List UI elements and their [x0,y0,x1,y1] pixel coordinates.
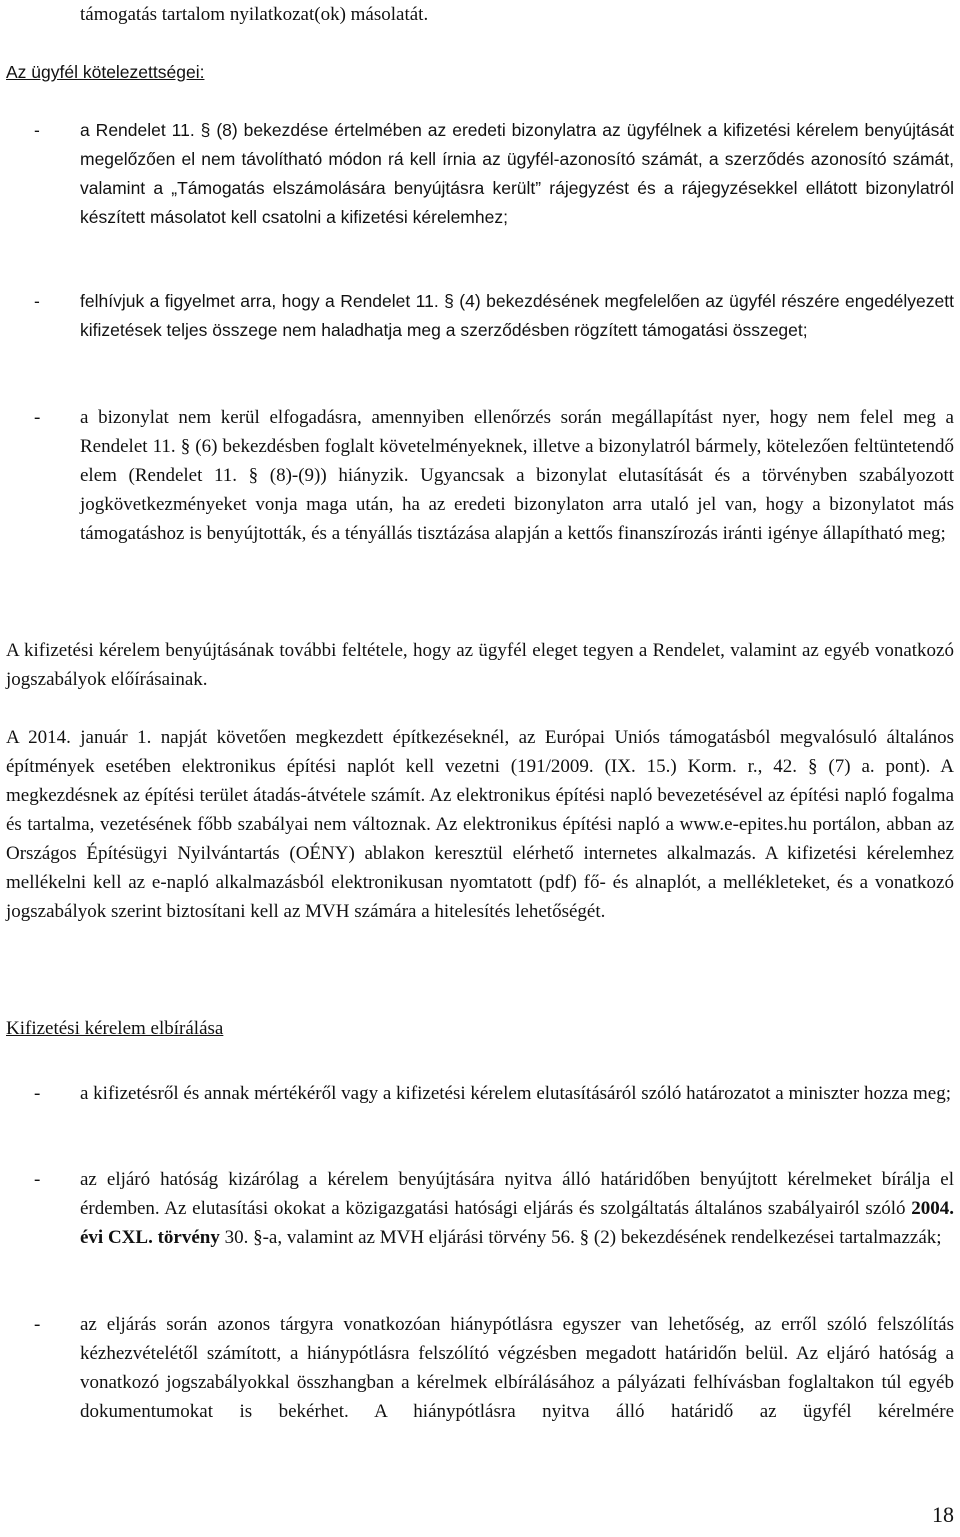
continuation-line: támogatás tartalom nyilatkozat(ok) másolatát. [80,4,429,25]
paragraph-further-conditions: A kifizetési kérelem benyújtásának további feltétele, hogy az ügyfél eleget tegyen a Rendelet, valamint az egyéb vonatkozó jogszabályok előírásainak. [6,640,954,690]
list-item-text: a kifizetésről és annak mértékéről vagy a kifizetési kérelem elutasításáról szóló határozatot a miniszter hozza meg; [80,1083,951,1104]
item2-text-after: 30. §-a, valamint az MVH eljárási törvény 56. § (2) bekezdésének rendelkezései tartalmazzák; [219,1227,942,1248]
list-item-text: a bizonylat nem kerül elfogadásra, amennyiben ellenőrzés során megállapítást nyer, hogy nem felel meg a Rendelet 11. § (6) bekezdésben foglalt követelményeknek, illetve a bizonylatról bármely, kötelezően feltüntetendő elem (Rendelet 11. § (8)-(9)) hiányzik. Ugyancsak a bizonylat elutasítását és a törvényben szabályozott jogkövetkezményeket vonja maga után, ha az eredeti bizonylaton arra utaló jel van, hogy a bizonylatot más támogatáshoz is benyújtották, és a tényállás tisztázása alapján a kettős finanszírozás iránti igénye állapítható meg; [80,407,954,544]
list-dash: - [34,407,41,428]
list-dash: - [34,291,40,311]
obligations-list-2 [6,287,954,345]
obligations-list-3 [6,403,954,548]
list-item-text [80,1165,954,1252]
list-item [6,287,954,345]
list-item [6,1165,954,1252]
page-number: 18 [932,1502,954,1527]
paragraph-e-naplo: A 2014. január 1. napját követően megkezdett építkezéseknél, az Európai Uniós támogatásból megvalósuló általános építmények esetében elektronikus építési naplót kell vezetni (191/2009. (IX. 15.) Korm. r., 42. § (7) a. pont). A megkezdésnek az építési terület átadás-átvétele számít. Az elektronikus építési napló bevezetésével az építési napló fogalma és tartalma, vezetésének főbb szabályai nem változnak. Az elektronikus építési napló a www.e-epites.hu portálon, abban az Országos Építésügyi Nyilvántartás (OÉNY) ablakon keresztül elérhető internetes alkalmazás. A kifizetési kérelemhez mellékelni kell az e-napló alkalmazásból elektronikusan nyomtatott (pdf) fő- és alnaplót, a mellékleteket, és a vonatkozó jogszabályok szerint biztosítani kell az MVH számára a hitelesítés lehetőségét. [6,727,954,922]
assessment-heading: Kifizetési kérelem elbírálása [6,1018,224,1039]
list-item-text: az eljárás során azonos tárgyra vonatkozóan hiánypótlásra egyszer van lehetőség, az erről szóló felszólítás kézhezvételétől számított, a hiánypótlásra felszólító végzésben megadott határidőn belül. Az eljáró hatóság a vonatkozó jogszabályokkal összhangban a kérelmek elbírálásához a pályázati felhívásban foglaltakon túl egyéb dokumentumokat is bekérhet. A hiánypótlásra nyitva álló határidő az ügyfél kérelmére [80,1314,954,1422]
list-item-text: felhívjuk a figyelmet arra, hogy a Rendelet 11. § (4) bekezdésének megfelelően az ügyfél részére engedélyezett kifizetések teljes összege nem haladhatja meg a szerződésben rögzített támogatási összeget; [80,291,954,340]
list-dash: - [34,1314,41,1335]
list-dash: - [34,120,40,140]
assessment-list-2 [6,1165,954,1252]
assessment-list [6,1079,954,1108]
list-item [6,116,954,232]
list-item [6,403,954,548]
list-item [6,1079,954,1108]
list-dash: - [34,1083,41,1104]
obligations-list [6,116,954,232]
item2-text-before: az eljáró hatóság kizárólag a kérelem benyújtására nyitva álló határidőben benyújtott kérelmeket bírálja el érdemben. Az elutasítási okokat a közigazgatási hatósági eljárás és szolgáltatás általános szabályairól szóló [80,1169,954,1219]
obligations-heading: Az ügyfél kötelezettségei: [6,62,205,82]
list-item-text: a Rendelet 11. § (8) bekezdése értelmében az eredeti bizonylatra az ügyfélnek a kifizetési kérelem benyújtását megelőzően el nem távolítható módon rá kell írnia az ügyfél-azonosító számát, a szerződés azonosító számát, valamint a „Támogatás elszámolására benyújtásra került” rájegyzést és a rájegyzésekkel ellátott bizonylatról készített másolatot kell csatolni a kifizetési kérelemhez; [80,120,954,227]
list-dash: - [34,1169,41,1190]
law-reference-bold: 2004. évi CXL. törvény [80,1198,954,1248]
list-item [6,1310,954,1426]
assessment-list-3 [6,1310,954,1426]
